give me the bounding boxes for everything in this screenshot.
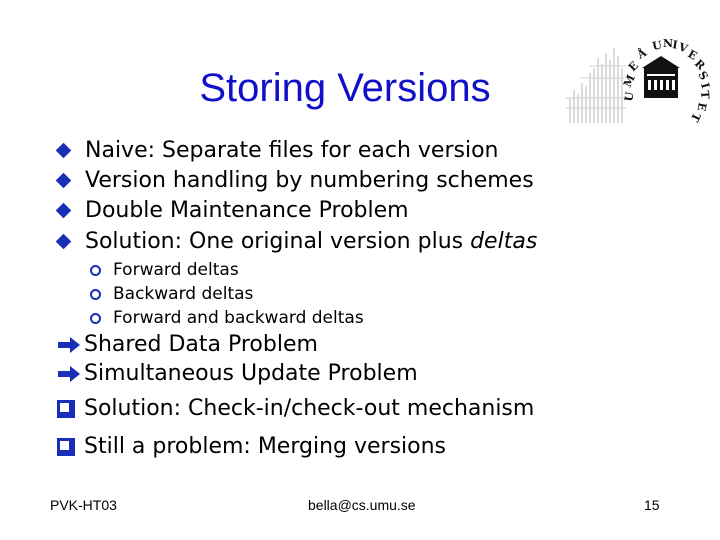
arrow-item [56, 332, 318, 357]
circle-bullet-icon [90, 265, 101, 276]
bullet-item [56, 198, 409, 223]
bullet-text: Double Maintenance Problem [85, 198, 409, 223]
bullet-text: Solution: One original version plus deltas [85, 229, 538, 254]
svg-text:E: E [694, 101, 709, 112]
sub-bullet-item [90, 284, 253, 304]
footer-course-code: PVK-HT03 [50, 497, 117, 513]
svg-text:E: E [625, 58, 642, 75]
arrow-item-text: Shared Data Problem [84, 332, 318, 357]
diamond-bullet-icon [56, 143, 72, 159]
svg-text:N: N [663, 37, 674, 50]
svg-text:U: U [622, 90, 637, 103]
diamond-bullet-icon [56, 203, 72, 219]
emphasis-text: deltas [470, 229, 538, 254]
footer-page-number: 15 [644, 497, 660, 513]
sub-bullet-text: Backward deltas [113, 284, 254, 304]
bullet-item [56, 168, 534, 193]
box-item [56, 434, 446, 459]
svg-text:M: M [620, 72, 638, 90]
arrow-right-icon [56, 365, 82, 383]
diamond-bullet-icon [56, 234, 72, 250]
square-bullet-icon [56, 437, 78, 457]
box-item-text: Solution: Check-in/check-out mechanism [84, 396, 535, 421]
svg-text:Å: Å [635, 46, 649, 62]
sub-bullet-text: Forward deltas [113, 260, 239, 280]
svg-text:V: V [677, 40, 690, 56]
square-bullet-icon [56, 399, 78, 419]
svg-text:S: S [695, 69, 711, 83]
bullet-text: Version handling by numbering schemes [85, 168, 534, 193]
diamond-bullet-icon [56, 173, 72, 189]
circle-bullet-icon [90, 289, 101, 300]
bullet-item [56, 138, 498, 163]
bullet-text: Naive: Separate files for each version [85, 138, 499, 163]
arrow-item-text: Simultaneous Update Problem [84, 361, 418, 386]
slide-title: Storing Versions [199, 66, 491, 110]
sub-bullet-item [90, 260, 239, 280]
svg-text:U: U [651, 38, 663, 53]
bullet-item [56, 229, 537, 254]
sub-bullet-item [90, 308, 364, 328]
svg-text:E: E [685, 47, 700, 63]
svg-text:R: R [691, 56, 708, 73]
box-item-text: Still a problem: Merging versions [84, 434, 447, 459]
university-logo [560, 28, 710, 128]
arrow-item [56, 361, 418, 386]
circle-bullet-icon [90, 313, 101, 324]
svg-text:T: T [687, 110, 704, 124]
sub-bullet-text: Forward and backward deltas [113, 308, 364, 328]
box-item [56, 396, 534, 421]
arrow-right-icon [56, 336, 82, 354]
svg-text:T: T [698, 90, 712, 100]
svg-text:I: I [698, 81, 712, 90]
svg-text:I: I [671, 38, 679, 52]
footer-email: bella@cs.umu.se [308, 497, 416, 513]
